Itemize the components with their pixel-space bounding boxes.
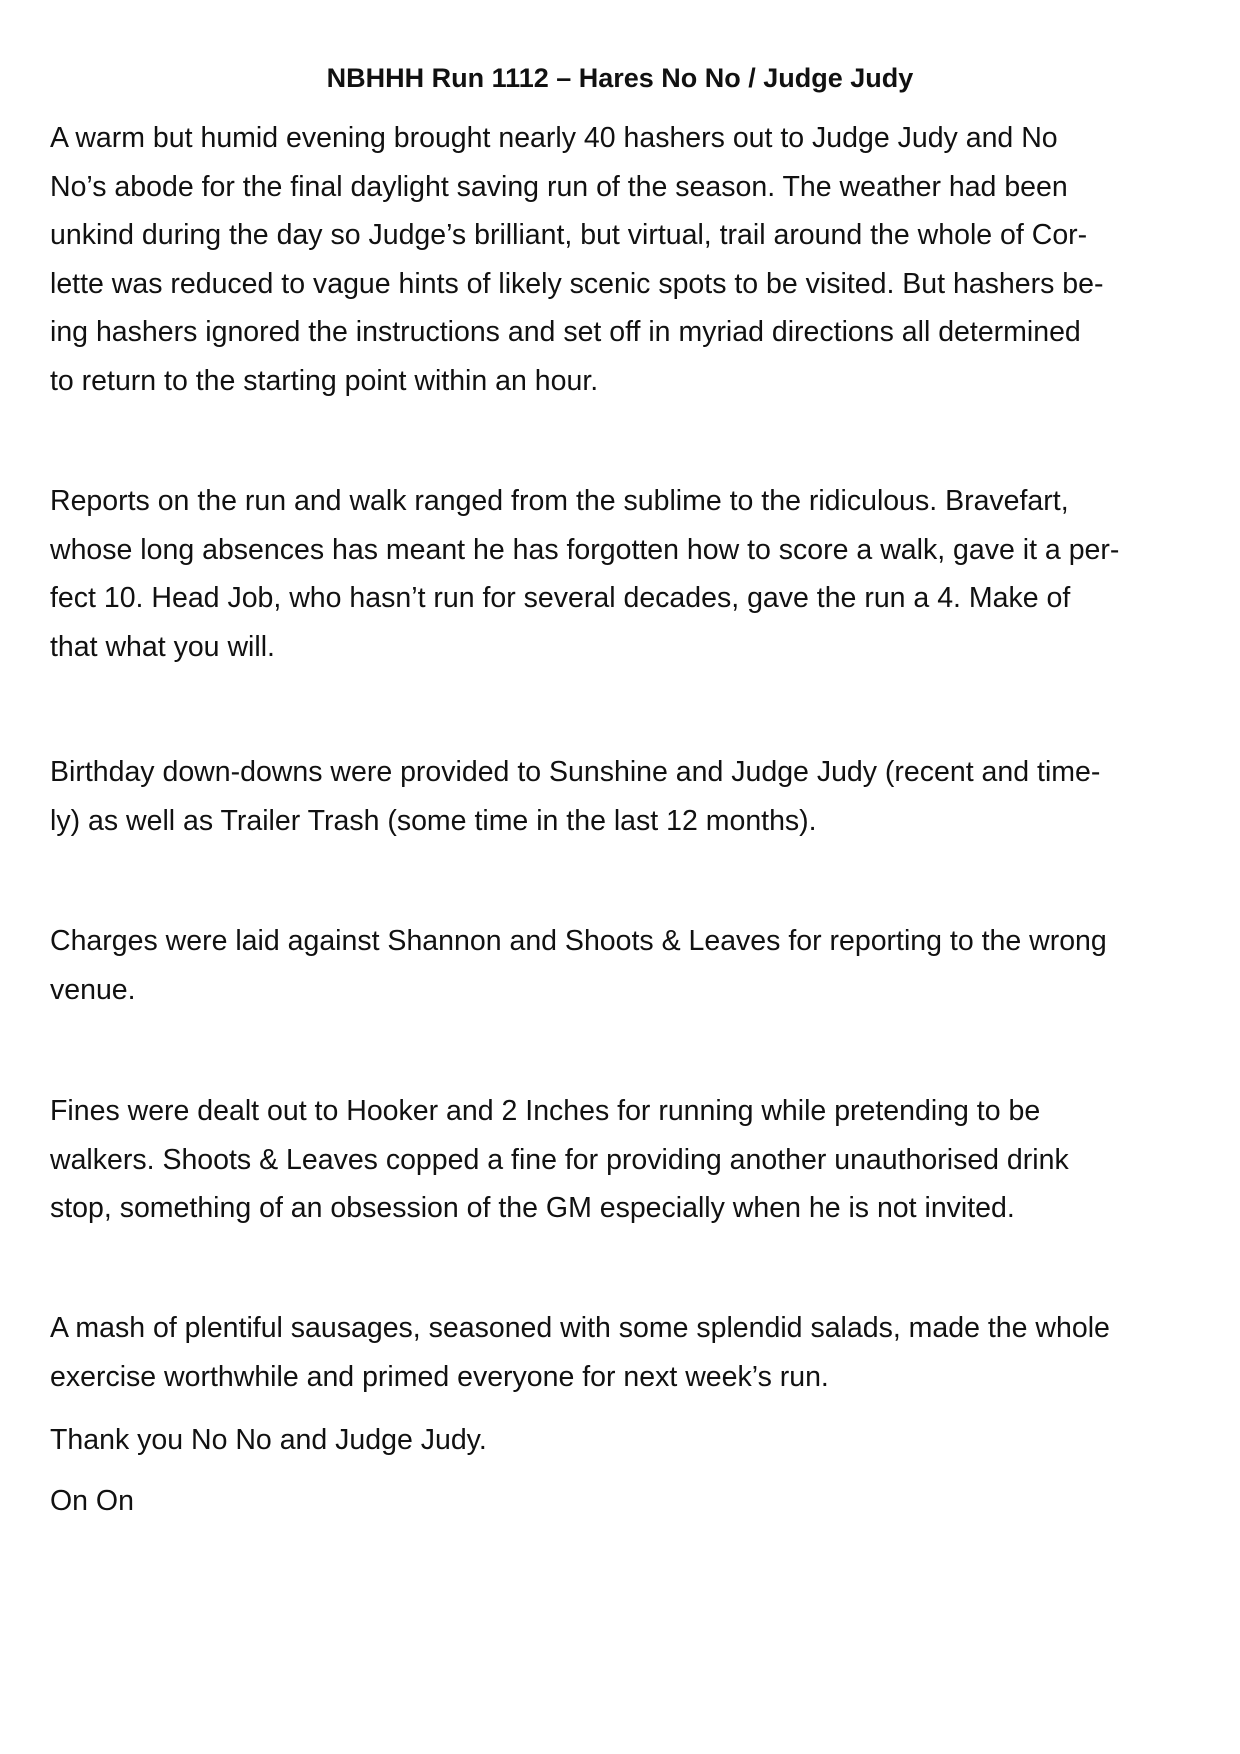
text-line: On On [50,1485,134,1517]
text-line: whose long absences has meant he has forgotten how to score a walk, gave it a per- [50,533,1120,566]
text-line: exercise worthwhile and primed everyone for next week’s run. [50,1360,829,1393]
text-line: A mash of plentiful sausages, seasoned with some splendid salads, made the whole [50,1312,1110,1344]
paragraph-fines [50,1087,1200,1233]
text-line: venue. [50,973,136,1006]
paragraph-food [50,1304,1200,1401]
text-line: ly) as well as Trailer Trash (some time in the last 12 months). [50,804,817,837]
paragraph-run-report [50,114,1200,405]
paragraph-thanks [50,1416,1200,1465]
paragraph-birthdays [50,748,1200,845]
text-line: ing hashers ignored the instructions and set off in myriad directions all determined [50,316,1081,348]
paragraph-reports [50,477,1200,671]
text-line: unkind during the day so Judge’s brilliant, but virtual, trail around the whole of Cor- [50,219,1088,251]
text-line: A warm but humid evening brought nearly 40 hashers out to Judge Judy and No [50,122,1058,154]
text-line: that what you will. [50,630,275,663]
text-line: Thank you No No and Judge Judy. [50,1424,487,1456]
text-line: Reports on the run and walk ranged from the sublime to the ridiculous. Bravefart, [50,485,1069,517]
text-line: lette was reduced to vague hints of likely scenic spots to be visited. But hashers be- [50,267,1104,300]
paragraph-charges [50,917,1200,1014]
text-line: No’s abode for the final daylight saving run of the season. The weather had been [50,170,1068,203]
text-line: to return to the starting point within an hour. [50,364,599,397]
text-line: Charges were laid against Shannon and Shoots & Leaves for reporting to the wrong [50,925,1107,957]
text-line: walkers. Shoots & Leaves copped a fine for providing another unauthorised drink [50,1143,1069,1176]
paragraph-sign-off [50,1477,1200,1526]
text-line: fect 10. Head Job, who hasn’t run for several decades, gave the run a 4. Make of [50,582,1071,614]
document-title: NBHHH Run 1112 – Hares No No / Judge Judy [326,63,914,93]
text-line: stop, something of an obsession of the GM especially when he is not invited. [50,1192,1015,1224]
text-line: Birthday down-downs were provided to Sunshine and Judge Judy (recent and time- [50,756,1101,788]
text-line: Fines were dealt out to Hooker and 2 Inches for running while pretending to be [50,1095,1041,1127]
